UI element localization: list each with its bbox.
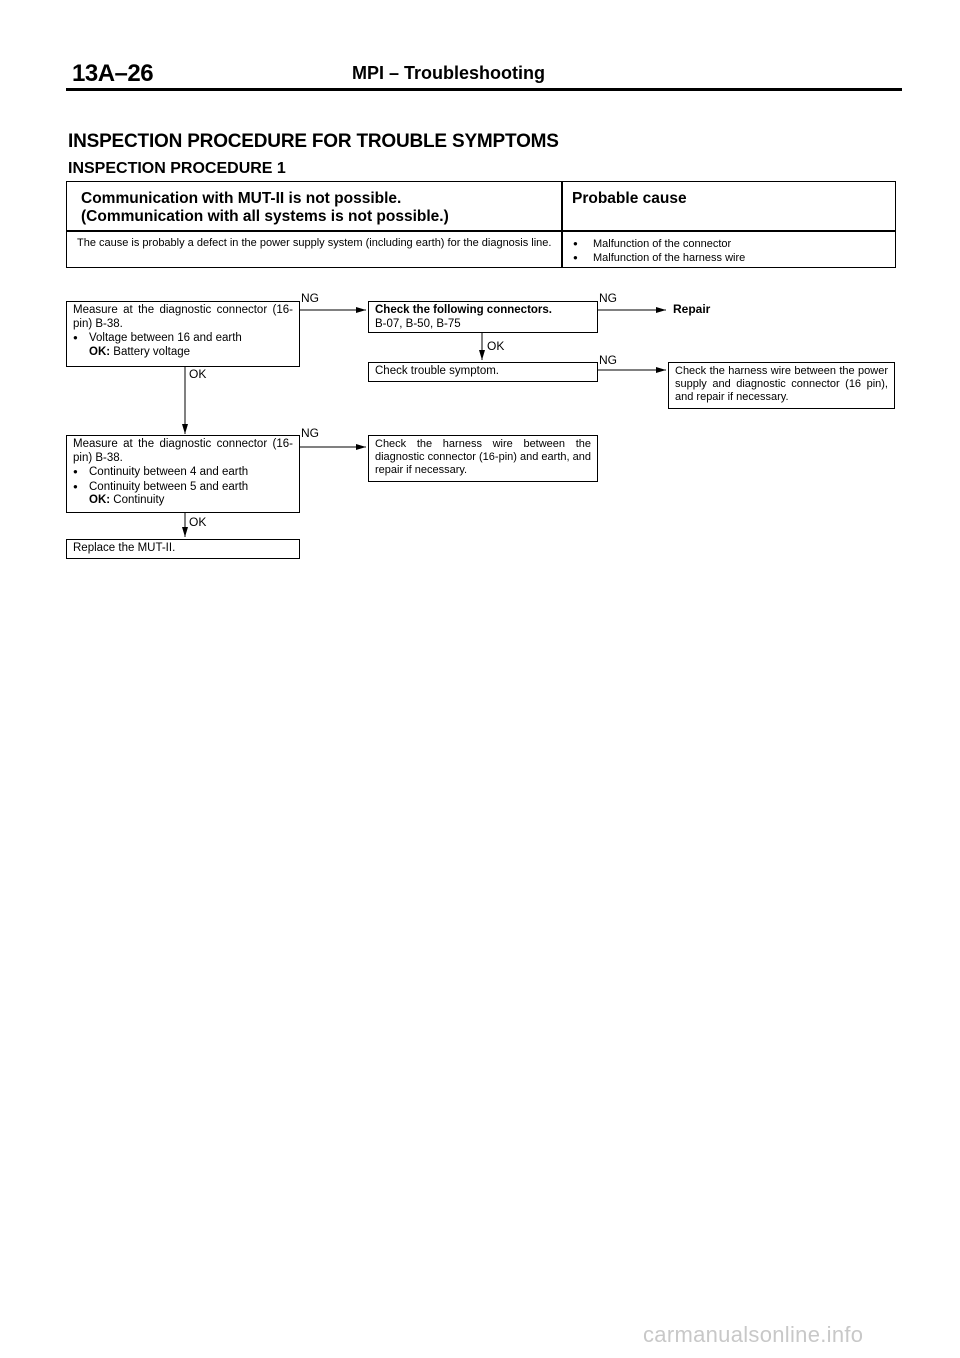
- ng-label: NG: [301, 426, 319, 440]
- step-measure-continuity-bullet: ● Continuity between 5 and earth: [73, 480, 293, 495]
- ok-label: OK:: [89, 494, 111, 506]
- page-number: 13A–26: [72, 60, 154, 87]
- ok-value: Battery voltage: [113, 345, 191, 358]
- page-subheading: INSPECTION PROCEDURE 1: [68, 160, 286, 177]
- page-heading: INSPECTION PROCEDURE FOR TROUBLE SYMPTOMS: [68, 131, 559, 152]
- step-measure-continuity-text: Measure at the diagnostic connector (16-pin) B-38.: [73, 438, 293, 464]
- ng-label: NG: [599, 291, 617, 305]
- ok-label: OK:: [89, 345, 111, 358]
- ok-label: OK: [189, 367, 207, 381]
- step-check-connectors-title: Check the following connectors.: [375, 304, 552, 316]
- step-measure-continuity: [66, 435, 300, 513]
- step-measure-voltage-text: Measure at the diagnostic connector (16-pin) B-38.: [73, 304, 293, 330]
- cause-description: The cause is probably a defect in the power supply system (including earth) for the diagnosis line.: [77, 237, 552, 249]
- symptom-line-1: Communication with MUT-II is not possible.: [81, 190, 402, 207]
- symptom-line-2: (Communication with all systems is not possible.): [81, 208, 449, 225]
- step-measure-continuity-bullet: ● Continuity between 4 and earth: [73, 465, 293, 480]
- probable-cause-header: Probable cause: [572, 190, 687, 207]
- repair-label: Repair: [673, 302, 711, 316]
- ok-label: OK: [487, 339, 505, 353]
- step-check-harness-earth: Check the harness wire between the diagnostic connector (16-pin) and earth, and repair if necessary.: [368, 435, 598, 482]
- step-measure-voltage: [66, 301, 300, 367]
- section-title: MPI – Troubleshooting: [352, 63, 545, 83]
- step-replace-mut: Replace the MUT-II.: [66, 539, 300, 559]
- ng-label: NG: [599, 353, 617, 367]
- step-measure-voltage-ok: [73, 346, 293, 360]
- ok-label: OK: [189, 515, 207, 529]
- step-measure-continuity-ok: [73, 494, 293, 508]
- ng-label: NG: [301, 291, 319, 305]
- step-check-trouble-symptom: Check trouble symptom.: [368, 362, 598, 382]
- watermark: carmanualsonline.info: [643, 1322, 864, 1347]
- step-check-connectors-list: B-07, B-50, B-75: [375, 317, 461, 330]
- cause-item: ● Malfunction of the harness wire: [573, 251, 873, 265]
- ok-value: Continuity: [113, 494, 165, 506]
- step-check-harness-power: Check the harness wire between the power supply and diagnostic connector (16 pin), and repair if necessary.: [668, 362, 895, 409]
- step-check-connectors: [368, 301, 598, 333]
- cause-item: ● Malfunction of the connector: [573, 237, 873, 251]
- step-measure-voltage-bullet: ● Voltage between 16 and earth: [73, 331, 293, 346]
